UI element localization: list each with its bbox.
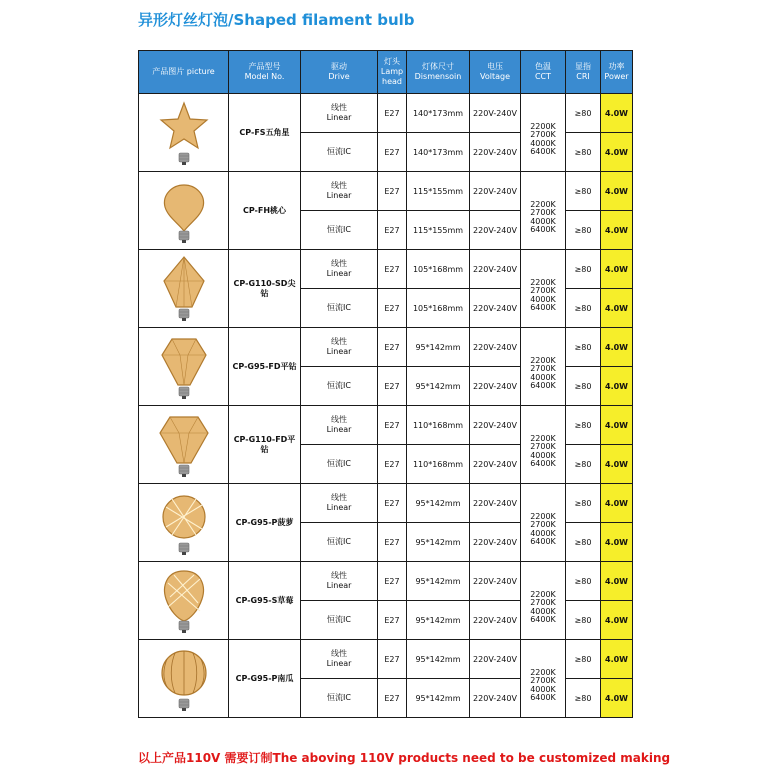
power-value: 4.0W <box>601 94 633 133</box>
cri-value: ≥80 <box>566 328 601 367</box>
product-picture <box>139 328 229 406</box>
voltage: 220V-240V <box>470 406 521 445</box>
cri-value: ≥80 <box>566 133 601 172</box>
drive-linear: 线性 Linear <box>301 172 378 211</box>
power-value: 4.0W <box>601 133 633 172</box>
drive-constant-current: 恒流IC <box>301 601 378 640</box>
cri-value: ≥80 <box>566 445 601 484</box>
product-picture <box>139 250 229 328</box>
lamp-head: E27 <box>378 562 407 601</box>
lamp-head: E27 <box>378 523 407 562</box>
cri-value: ≥80 <box>566 484 601 523</box>
product-picture <box>139 484 229 562</box>
drive-constant-current: 恒流IC <box>301 211 378 250</box>
lamp-head: E27 <box>378 250 407 289</box>
product-picture <box>139 640 229 718</box>
cri-value: ≥80 <box>566 679 601 718</box>
product-picture <box>139 406 229 484</box>
bulb-pineapple-icon <box>154 489 214 557</box>
header-row <box>139 51 633 94</box>
header-lamp: 灯头 Lamp head <box>378 51 407 94</box>
product-picture <box>139 562 229 640</box>
header-cct: 色温 CCT <box>521 51 566 94</box>
voltage: 220V-240V <box>470 679 521 718</box>
lamp-head: E27 <box>378 640 407 679</box>
dimension: 140*173mm <box>407 133 470 172</box>
drive-linear: 线性 Linear <box>301 250 378 289</box>
bulb-star-icon <box>154 99 214 167</box>
dimension: 110*168mm <box>407 445 470 484</box>
cri-value: ≥80 <box>566 367 601 406</box>
model-number: CP-G110-SD尖钻 <box>229 250 301 328</box>
power-value: 4.0W <box>601 445 633 484</box>
drive-linear: 线性 Linear <box>301 484 378 523</box>
product-row-linear <box>139 94 633 133</box>
bulb-heart-icon <box>154 177 214 245</box>
model-number: CP-G95-S草莓 <box>229 562 301 640</box>
drive-constant-current: 恒流IC <box>301 445 378 484</box>
cct-values: 2200K 2700K 4000K 6400K <box>521 640 566 718</box>
dimension: 110*168mm <box>407 406 470 445</box>
lamp-head: E27 <box>378 94 407 133</box>
lamp-head: E27 <box>378 484 407 523</box>
lamp-head: E27 <box>378 328 407 367</box>
voltage: 220V-240V <box>470 94 521 133</box>
model-number: CP-FH桃心 <box>229 172 301 250</box>
power-value: 4.0W <box>601 640 633 679</box>
power-value: 4.0W <box>601 328 633 367</box>
power-value: 4.0W <box>601 484 633 523</box>
voltage: 220V-240V <box>470 328 521 367</box>
voltage: 220V-240V <box>470 601 521 640</box>
power-value: 4.0W <box>601 679 633 718</box>
dimension: 115*155mm <box>407 172 470 211</box>
page-title: 异形灯丝灯泡/Shaped filament bulb <box>138 11 415 29</box>
product-picture <box>139 94 229 172</box>
power-value: 4.0W <box>601 172 633 211</box>
cri-value: ≥80 <box>566 211 601 250</box>
bulb-strawberry-icon <box>154 567 214 635</box>
power-value: 4.0W <box>601 406 633 445</box>
drive-constant-current: 恒流IC <box>301 679 378 718</box>
dimension: 95*142mm <box>407 523 470 562</box>
cri-value: ≥80 <box>566 523 601 562</box>
dimension: 115*155mm <box>407 211 470 250</box>
product-row-linear <box>139 484 633 523</box>
dimension: 95*142mm <box>407 484 470 523</box>
model-number: CP-G95-P菠萝 <box>229 484 301 562</box>
header-cri: 显指 CRI <box>566 51 601 94</box>
power-value: 4.0W <box>601 523 633 562</box>
lamp-head: E27 <box>378 172 407 211</box>
bulb-diamond-tall-icon <box>154 255 214 323</box>
voltage: 220V-240V <box>470 445 521 484</box>
drive-constant-current: 恒流IC <box>301 523 378 562</box>
cri-value: ≥80 <box>566 289 601 328</box>
dimension: 140*173mm <box>407 94 470 133</box>
voltage: 220V-240V <box>470 484 521 523</box>
lamp-head: E27 <box>378 601 407 640</box>
dimension: 95*142mm <box>407 367 470 406</box>
power-value: 4.0W <box>601 211 633 250</box>
power-value: 4.0W <box>601 562 633 601</box>
voltage: 220V-240V <box>470 172 521 211</box>
cct-values: 2200K 2700K 4000K 6400K <box>521 94 566 172</box>
cct-values: 2200K 2700K 4000K 6400K <box>521 562 566 640</box>
dimension: 105*168mm <box>407 289 470 328</box>
lamp-head: E27 <box>378 367 407 406</box>
cri-value: ≥80 <box>566 94 601 133</box>
cct-values: 2200K 2700K 4000K 6400K <box>521 484 566 562</box>
cri-value: ≥80 <box>566 406 601 445</box>
cct-values: 2200K 2700K 4000K 6400K <box>521 406 566 484</box>
bulb-pumpkin-icon <box>154 645 214 713</box>
product-row-linear <box>139 250 633 289</box>
product-row-linear <box>139 406 633 445</box>
dimension: 95*142mm <box>407 640 470 679</box>
model-number: CP-G95-FD平钻 <box>229 328 301 406</box>
cri-value: ≥80 <box>566 172 601 211</box>
product-row-linear <box>139 640 633 679</box>
cri-value: ≥80 <box>566 601 601 640</box>
model-number: CP-FS五角星 <box>229 94 301 172</box>
drive-constant-current: 恒流IC <box>301 133 378 172</box>
dimension: 95*142mm <box>407 679 470 718</box>
drive-linear: 线性 Linear <box>301 328 378 367</box>
table-body <box>139 94 633 718</box>
dimension: 95*142mm <box>407 601 470 640</box>
product-row-linear <box>139 328 633 367</box>
lamp-head: E27 <box>378 679 407 718</box>
dimension: 95*142mm <box>407 562 470 601</box>
lamp-head: E27 <box>378 133 407 172</box>
drive-constant-current: 恒流IC <box>301 289 378 328</box>
drive-linear: 线性 Linear <box>301 562 378 601</box>
voltage: 220V-240V <box>470 367 521 406</box>
bulb-diamond-flat-large-icon <box>154 411 214 479</box>
lamp-head: E27 <box>378 211 407 250</box>
voltage: 220V-240V <box>470 289 521 328</box>
voltage: 220V-240V <box>470 250 521 289</box>
lamp-head: E27 <box>378 445 407 484</box>
model-number: CP-G110-FD平钻 <box>229 406 301 484</box>
header-model: 产品型号 Model No. <box>229 51 301 94</box>
model-number: CP-G95-P南瓜 <box>229 640 301 718</box>
drive-linear: 线性 Linear <box>301 640 378 679</box>
dimension: 105*168mm <box>407 250 470 289</box>
header-dimension: 灯体尺寸 Dismensoin <box>407 51 470 94</box>
power-value: 4.0W <box>601 601 633 640</box>
cri-value: ≥80 <box>566 640 601 679</box>
drive-linear: 线性 Linear <box>301 406 378 445</box>
lamp-head: E27 <box>378 406 407 445</box>
header-picture: 产品图片 picture <box>139 51 229 94</box>
voltage: 220V-240V <box>470 562 521 601</box>
cri-value: ≥80 <box>566 562 601 601</box>
voltage: 220V-240V <box>470 640 521 679</box>
header-drive: 驱动 Drive <box>301 51 378 94</box>
drive-linear: 线性 Linear <box>301 94 378 133</box>
spec-table <box>138 50 633 718</box>
product-row-linear <box>139 562 633 601</box>
cri-value: ≥80 <box>566 250 601 289</box>
power-value: 4.0W <box>601 289 633 328</box>
cct-values: 2200K 2700K 4000K 6400K <box>521 172 566 250</box>
product-row-linear <box>139 172 633 211</box>
header-power: 功率 Power <box>601 51 633 94</box>
voltage: 220V-240V <box>470 211 521 250</box>
product-picture <box>139 172 229 250</box>
header-voltage: 电压 Voltage <box>470 51 521 94</box>
lamp-head: E27 <box>378 289 407 328</box>
power-value: 4.0W <box>601 367 633 406</box>
cct-values: 2200K 2700K 4000K 6400K <box>521 250 566 328</box>
power-value: 4.0W <box>601 250 633 289</box>
cct-values: 2200K 2700K 4000K 6400K <box>521 328 566 406</box>
voltage: 220V-240V <box>470 523 521 562</box>
voltage: 220V-240V <box>470 133 521 172</box>
drive-constant-current: 恒流IC <box>301 367 378 406</box>
bulb-diamond-flat-icon <box>154 333 214 401</box>
custom-110v-notice: 以上产品110V 需要订制The aboving 110V products need to be customized making <box>138 751 671 765</box>
dimension: 95*142mm <box>407 328 470 367</box>
